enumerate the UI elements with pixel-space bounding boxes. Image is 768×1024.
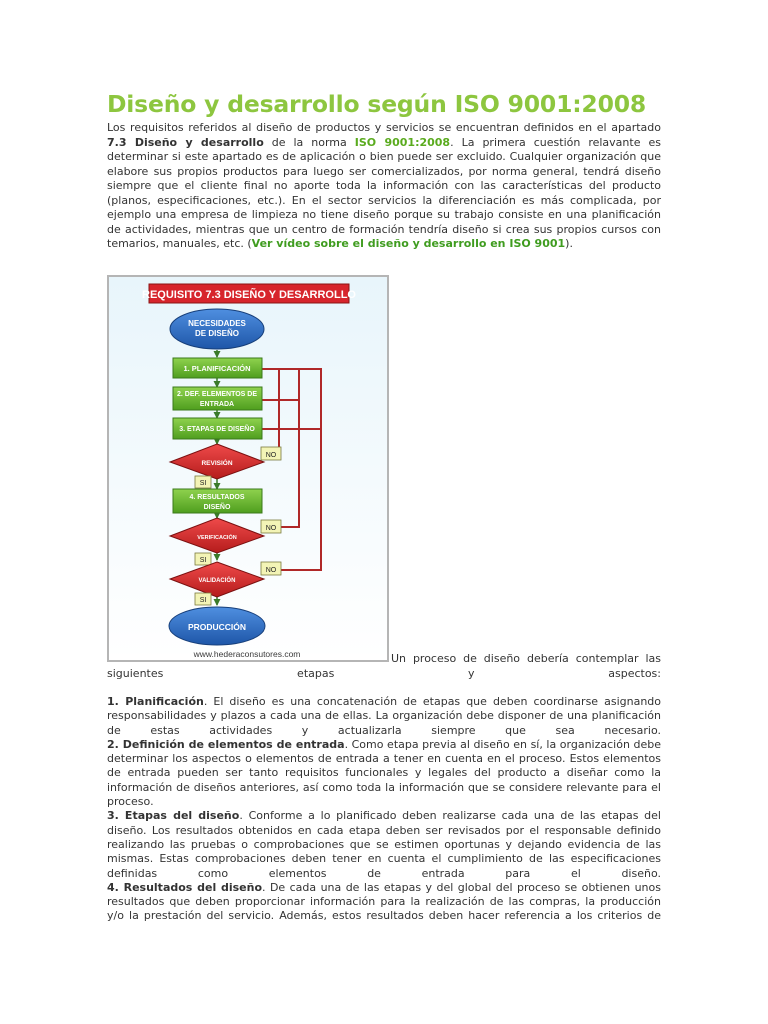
section-heading: 2. Definición de elementos de entrada: [107, 737, 345, 751]
section-text: . De cada una de las etapas y del global del proceso se obtienen unos resultados que deben proporcionar información para la realización de las compras, la producción y/o la prestación del servicio. Además, estos resultados deben hacer referencia a los criterios de: [107, 880, 661, 923]
intro-paragraph: [107, 121, 661, 252]
no-label-1-text: NO: [265, 452, 277, 459]
flowchart-image: [107, 275, 389, 662]
step-elementos-entrada-line2: ENTRADA: [199, 401, 235, 408]
section-heading: 1. Planificación: [107, 695, 204, 708]
section-heading: 4. Resultados del diseño: [107, 880, 263, 894]
no-label-2-text: NO: [265, 525, 277, 532]
after-figure-line1: Un proceso de diseño debería contemplar las: [391, 652, 661, 665]
sections-body: [107, 695, 661, 924]
section-text: . El diseño es una concatenación de etapas que deben coordinarse asignando responsabilidades y plazos a cada una de ellas. La organización debe disponer de una planificación de estas actividades y actualizarla siempre que sea necesario.: [107, 695, 662, 737]
after-figure-text: [107, 652, 661, 681]
section-resultados: [107, 881, 661, 924]
decision-verificacion-label: VERIFICACIÓN: [197, 535, 237, 541]
si-label-1-text: SI: [199, 480, 207, 487]
intro-text-2: de la norma: [263, 135, 355, 149]
intro-bold-section-ref: 7.3 Diseño y desarrollo: [107, 135, 264, 149]
start-label-line1: NECESIDADES: [188, 319, 246, 328]
flowchart-svg: [109, 277, 387, 660]
section-heading: 3. Etapas del diseño: [107, 809, 240, 823]
intro-text-4: ).: [565, 237, 573, 250]
si-label-3-text: SI: [199, 597, 207, 604]
page-title: Diseño y desarrollo según ISO 9001:2008: [107, 90, 647, 118]
flowchart-header-text: REQUISITO 7.3 DISEÑO Y DESARROLLO: [142, 289, 356, 301]
section-text: . Conforme a lo planificado deben realizarse cada una de las etapas del diseño. Los resultados obtenidos en cada etapa deben ser revisados por el responsable definido realizando las pruebas o comprobaciones que se estimen oportunas y dejando evidencia de las mismas. Estas comprobaciones deben tener en cuenta el cumplimiento de las especificaciones definidas como elementos de entrada para el diseño.: [107, 809, 661, 880]
start-label-line2: DE DISEÑO: [194, 329, 240, 338]
intro-iso-highlight: ISO 9001:2008: [354, 135, 451, 149]
step-resultados-line2: DISEÑO: [203, 504, 231, 511]
section-text: . Como etapa previa al diseño en sí, la organización debe determinar los aspectos o elementos de entrada a tener en cuenta en el proceso. Estos elementos de entrada pueden ser tanto requisitos funcionales y legales del producto a diseñar como la información de diseños anteriores, así como toda la información que se considere relevante para el proceso.: [107, 737, 661, 809]
section-etapas: [107, 809, 661, 880]
website-caption: www.hederaconsutores.com: [193, 649, 301, 659]
step-etapas-diseno-label: 3. ETAPAS DE DISEÑO: [179, 426, 255, 433]
si-label-2-text: SI: [199, 557, 207, 564]
end-label: PRODUCCIÓN: [187, 622, 247, 632]
no-label-3-text: NO: [265, 567, 277, 574]
step-resultados-line1: 4. RESULTADOS: [189, 494, 245, 501]
section-planificacion: [107, 695, 661, 738]
step-elementos-entrada-line1: 2. DEF. ELEMENTOS DE: [177, 391, 257, 398]
section-elementos-entrada: [107, 738, 661, 809]
intro-text-3: . La primera cuestión relavante es determinar si este apartado es de aplicación o bien puede ser excluido. Cualquier organización que elabore sus propios productos para luego ser comercializados, por norma general, tendrá diseño siempre que el cliente final no aporte toda la información con las características del producto (planos, especificaciones, etc.). En el sector servicios la diferenciación es más complicada, por ejemplo una empresa de limpieza no tiene diseño porque su trabajo consiste en una planificación de actividades, mientras que un centro de formación tendría diseño si crea sus propios cursos con temarios, manuales, etc. (: [107, 135, 661, 250]
decision-revision-label: REVISIÓN: [201, 460, 233, 467]
decision-validacion-label: VALIDACIÓN: [198, 578, 236, 584]
video-link[interactable]: Ver vídeo sobre el diseño y desarrollo en ISO 9001: [251, 237, 566, 250]
step-planificacion-label: 1. PLANIFICACIÓN: [183, 364, 251, 373]
intro-text-1: Los requisitos referidos al diseño de productos y servicios se encuentran definidos en el apartado: [107, 121, 661, 134]
after-figure-line2: siguientes etapas y aspectos:: [107, 666, 661, 680]
